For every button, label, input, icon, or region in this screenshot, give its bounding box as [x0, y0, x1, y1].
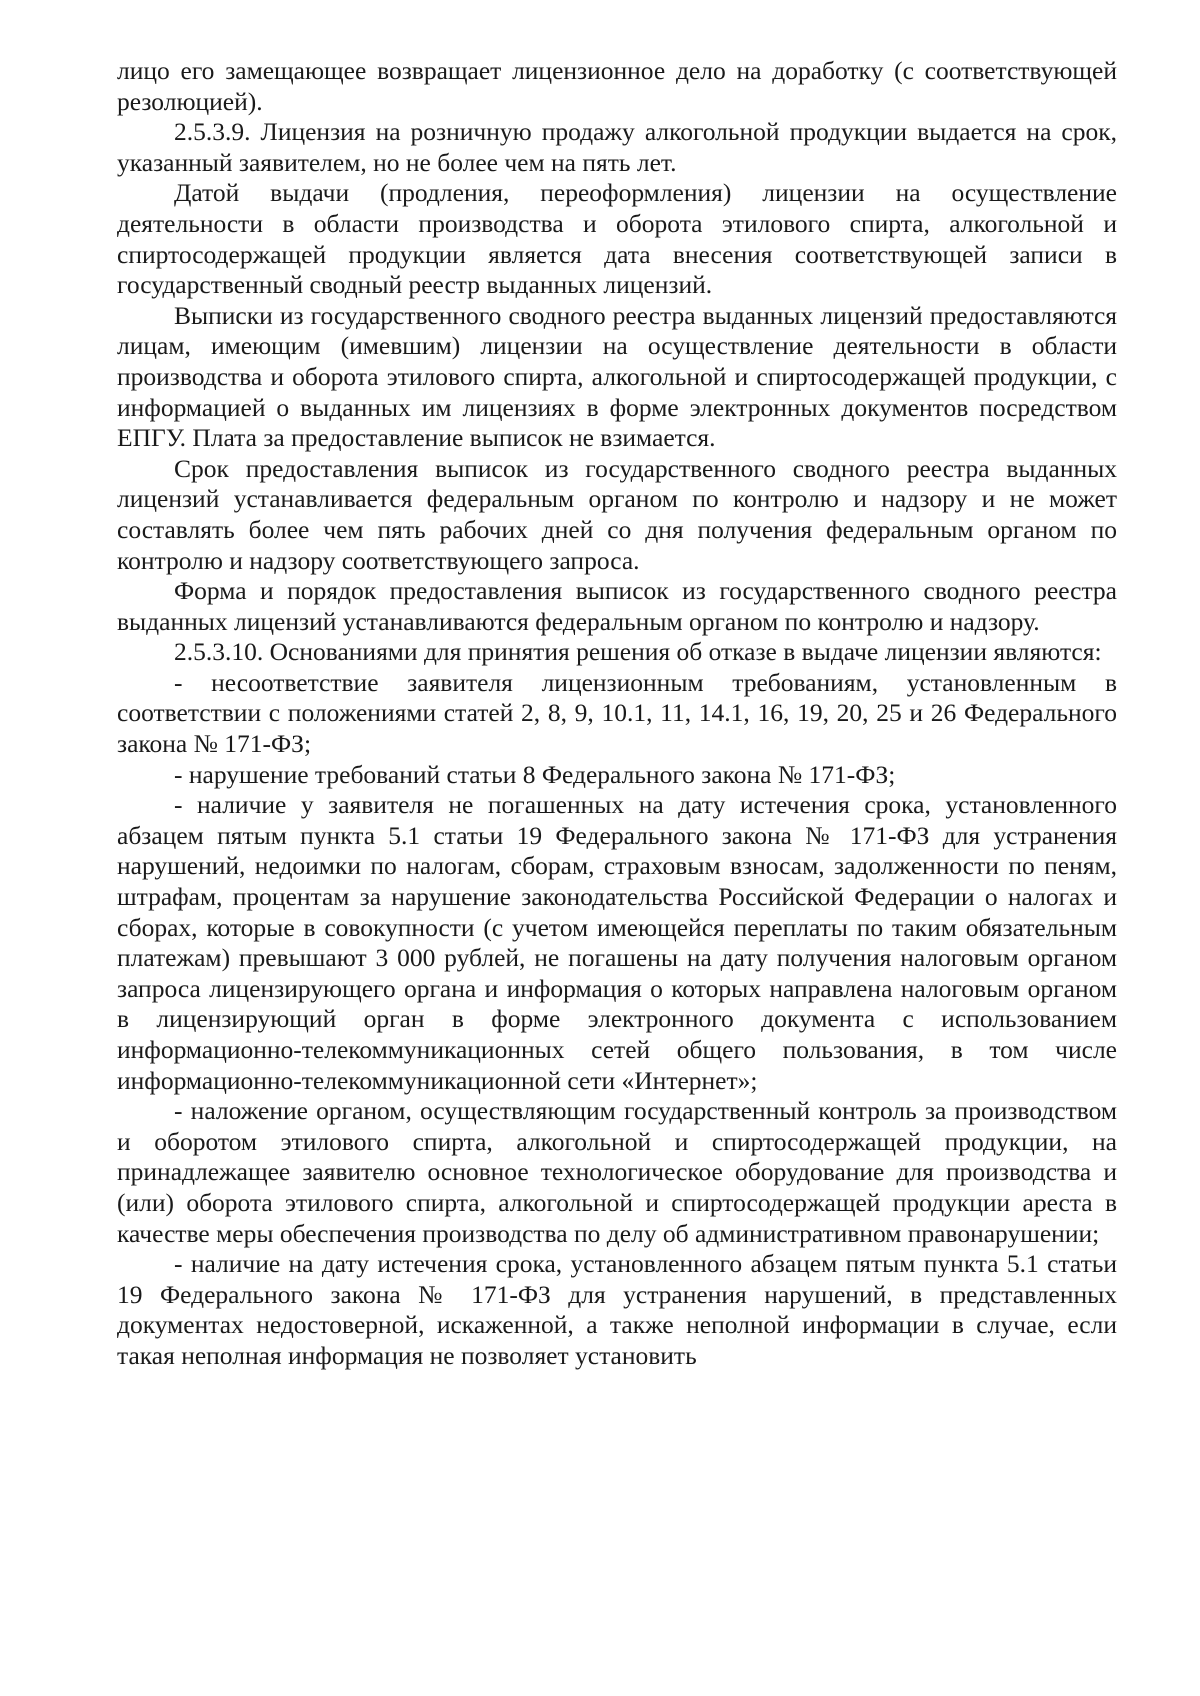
paragraph-1: лицо его замещающее возвращает лицензионное дело на доработку (с соответствующей резолюцией).: [117, 56, 1117, 116]
list-item-1: - несоответствие заявителя лицензионным требованиям, установленным в соответствии с положениями статей 2, 8, 9, 10.1, 11, 14.1, 16, 19, 20, 25 и 26 Федерального закона № 171-ФЗ;: [117, 667, 1117, 759]
paragraph-2: 2.5.3.9. Лицензия на розничную продажу алкогольной продукции выдается на срок, указанный заявителем, но не более чем на пять лет.: [117, 117, 1117, 177]
paragraph-7: 2.5.3.10. Основаниями для принятия решения об отказе в выдаче лицензии являются:: [174, 637, 1102, 667]
list-item-5: - наличие на дату истечения срока, установленного абзацем пятым пункта 5.1 статьи 19 Федерального закона № 171-ФЗ для устранения нарушений, в представленных документах недостоверной, искаженной, а также неполной информации в случае, если такая неполная информация не позволяет установить: [117, 1249, 1117, 1370]
paragraph-4: Выписки из государственного сводного реестра выданных лицензий предоставляются лицам, имеющим (имевшим) лицензии на осуществление деятельности в области производства и оборота этилового спирта, алкогольной и спиртосодержащей продукции, с информацией о выданных им лицензиях в форме электронных документов посредством ЕПГУ. Плата за предоставление выписок не взимается.: [117, 300, 1117, 453]
list-item-2: - нарушение требований статьи 8 Федерального закона № 171-ФЗ;: [174, 759, 896, 789]
paragraph-3: Датой выдачи (продления, переоформления) лицензии на осуществление деятельности в области производства и оборота этилового спирта, алкогольной и спиртосодержащей продукции является дата внесения соответствующей записи в государственный сводный реестр выданных лицензий.: [117, 178, 1117, 300]
paragraph-6: Форма и порядок предоставления выписок из государственного сводного реестра выданных лицензий устанавливаются федеральным органом по контролю и надзору.: [117, 576, 1117, 636]
list-item-3: - наличие у заявителя не погашенных на дату истечения срока, установленного абзацем пятым пункта 5.1 статьи 19 Федерального закона № 171-ФЗ для устранения нарушений, недоимки по налогам, сборам, страховым взносам, задолженности по пеням, штрафам, процентам за нарушение законодательства Российской Федерации о налогах и сборах, которые в совокупности (с учетом имеющейся переплаты по таким обязательным платежам) превышают 3 000 рублей, не погашены на дату получения налоговым органом запроса лицензирующего органа и информация о которых направлена налоговым органом в лицензирующий орган в форме электронного документа с использованием информационно-телекоммуникационных сетей общего пользования, в том числе информационно-телекоммуникационной сети «Интернет»;: [117, 790, 1117, 1095]
paragraph-5: Срок предоставления выписок из государственного сводного реестра выданных лицензий устанавливается федеральным органом по контролю и надзору и не может составлять более чем пять рабочих дней со дня получения федеральным органом по контролю и надзору соответствующего запроса.: [117, 453, 1117, 575]
document-page: [117, 56, 1117, 1372]
list-item-4: - наложение органом, осуществляющим государственный контроль за производством и оборотом этилового спирта, алкогольной и спиртосодержащей продукции, на принадлежащее заявителю основное технологическое оборудование для производства и (или) оборота этилового спирта, алкогольной и спиртосодержащей продукции ареста в качестве меры обеспечения производства по делу об административном правонарушении;: [117, 1096, 1117, 1248]
